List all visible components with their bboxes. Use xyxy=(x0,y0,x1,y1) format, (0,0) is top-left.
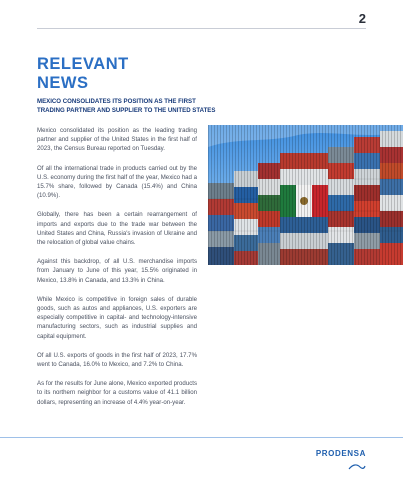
subheading-line-2: TRADING PARTNER AND SUPPLIER TO THE UNITED STATES xyxy=(37,106,216,114)
page-number: 2 xyxy=(358,11,366,26)
logo-swirl-icon xyxy=(348,463,366,471)
subheading-line-1: MEXICO CONSOLIDATES ITS POSITION AS THE FIRST xyxy=(37,98,196,105)
paragraph-4: Against this backdrop, of all U.S. merchandise imports from January to June of this year, 15.5% originated in Mexico, 13.8% in Canada, and 13.3% in China. xyxy=(37,258,197,284)
paragraph-1: Mexico consolidated its position as the leading trading partner and supplier of the United States in the first half of 2023, the Census Bureau reported on Tuesday. xyxy=(37,127,197,153)
paragraph-2: Of all the international trade in products carried out by the U.S. economy during the first half of the year, Mexico had a 15.7% share, followed by Canada (15.4%) and China (10.9%). xyxy=(37,164,197,200)
shipping-containers-photo xyxy=(208,125,403,265)
paragraph-3: Globally, there has been a certain rearrangement of imports and exports due to the trade war between the United States and China, Russia's invasion of Ukraine and the relocation of global value chains. xyxy=(37,211,197,247)
heading-line-1: RELEVANT xyxy=(37,55,129,73)
prodensa-logo xyxy=(316,443,366,471)
footer-divider xyxy=(0,437,403,438)
heading-line-2: NEWS xyxy=(37,74,89,92)
article-body xyxy=(37,126,197,417)
paragraph-7: As for the results for June alone, Mexico exported products to its northern neighbor for a customs value of 41.1 billion dollars, representing an increase of 4.4% year-on-year. xyxy=(37,380,197,406)
header-divider xyxy=(37,28,366,29)
section-heading xyxy=(37,55,237,93)
paragraph-6: Of all U.S. exports of goods in the first half of 2023, 17.7% went to Canada, 16.0% to Mexico, and 7.2% to China. xyxy=(37,351,197,369)
paragraph-5: While Mexico is competitive in foreign sales of durable goods, such as autos and appliances, U.S. exporters are especially competitive in capital- and technology-intensive manufacturing sectors, such as industrial supplies and capital equipment. xyxy=(37,295,197,340)
article-subheading xyxy=(37,98,257,116)
logo-text: PRODENSA xyxy=(315,449,366,458)
